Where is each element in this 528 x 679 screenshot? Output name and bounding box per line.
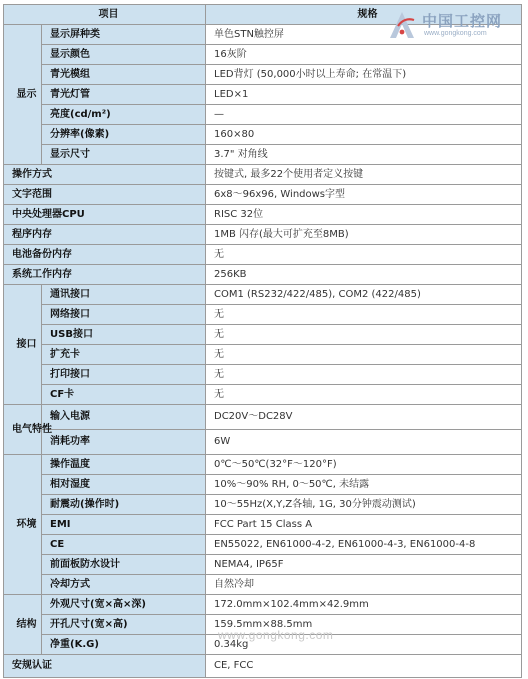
category-interface: 接口 [4,285,42,405]
row-label: 操作温度 [42,455,206,475]
row-label: 分辨率(像素) [42,125,206,145]
row-label: 青光灯管 [42,85,206,105]
row-value: DC20V～DC28V [206,405,522,430]
table-row [4,245,522,265]
table-row [4,365,522,385]
row-value: COM1 (RS232/422/485), COM2 (422/485) [206,285,522,305]
row-label: EMI [42,515,206,535]
row-label: 青光模组 [42,65,206,85]
table-row [4,515,522,535]
table-row [4,655,522,678]
row-label: CE [42,535,206,555]
row-label: 外观尺寸(宽×高×深) [42,595,206,615]
row-value: 6W [206,430,522,455]
row-label: 系统工作内存 [4,265,206,285]
table-row [4,45,522,65]
table-row [4,325,522,345]
row-label: 输入电源 [42,405,206,430]
row-label: 耐震动(操作时) [42,495,206,515]
row-value: 按键式, 最多22个使用者定义按键 [206,165,522,185]
category-display: 显示 [4,25,42,165]
table-row [4,595,522,615]
row-value: — [206,105,522,125]
spec-table [3,4,522,678]
gongkong-logo-icon [388,10,416,40]
table-row [4,385,522,405]
table-row [4,430,522,455]
row-value: LED背灯 (50,000小时以上寿命; 在常温下) [206,65,522,85]
row-label: 文字范围 [4,185,206,205]
site-logo [388,10,528,44]
category-environment: 环境 [4,455,42,595]
row-label: 操作方式 [4,165,206,185]
table-row [4,535,522,555]
table-row [4,555,522,575]
row-label: 程序内存 [4,225,206,245]
table-row [4,85,522,105]
table-row [4,165,522,185]
table-row [4,125,522,145]
row-label: 中央处理器CPU [4,205,206,225]
row-label: 消耗功率 [42,430,206,455]
row-value: 0.34kg [206,635,522,655]
row-label: 冷却方式 [42,575,206,595]
row-value: 16灰阶 [206,45,522,65]
category-electrical: 电气特性 [4,405,42,455]
row-label: 显示颜色 [42,45,206,65]
table-row [4,105,522,125]
row-value: LED×1 [206,85,522,105]
row-label: 打印接口 [42,365,206,385]
row-label: 通讯接口 [42,285,206,305]
row-value: 10%～90% RH, 0～50℃, 未结露 [206,475,522,495]
row-value: 无 [206,325,522,345]
table-row [4,145,522,165]
row-value: 1MB 闪存(最大可扩充至8MB) [206,225,522,245]
row-value: CE, FCC [206,655,522,678]
table-row [4,265,522,285]
table-row [4,205,522,225]
row-value: 6x8～96x96, Windows字型 [206,185,522,205]
row-label: 相对湿度 [42,475,206,495]
row-value: 3.7" 对角线 [206,145,522,165]
table-row [4,405,522,430]
row-value: 无 [206,345,522,365]
row-value: 160×80 [206,125,522,145]
row-label: 显示屏种类 [42,25,206,45]
table-row [4,475,522,495]
row-value: 159.5mm×88.5mm [206,615,522,635]
logo-url: www.gongkong.com [424,30,487,37]
row-label: 网络接口 [42,305,206,325]
row-label: 显示尺寸 [42,145,206,165]
header-spec: 规格 [206,5,522,25]
row-value: 10～55Hz(X,Y,Z各轴, 1G, 30分钟震动测试) [206,495,522,515]
row-label: USB接口 [42,325,206,345]
table-row [4,345,522,365]
table-row [4,305,522,325]
table-row [4,495,522,515]
row-value: 无 [206,305,522,325]
row-label: 电池备份内存 [4,245,206,265]
row-value: 无 [206,365,522,385]
table-row [4,285,522,305]
header-item: 项目 [4,5,206,25]
category-structure: 结构 [4,595,42,655]
row-label: 前面板防水设计 [42,555,206,575]
table-row [4,455,522,475]
row-value: 单色STN触控屏 [206,25,522,45]
row-label: 亮度(cd/m²) [42,105,206,125]
row-value: 256KB [206,265,522,285]
row-label: 扩充卡 [42,345,206,365]
table-row [4,575,522,595]
row-value: 无 [206,385,522,405]
row-value: 无 [206,245,522,265]
logo-name: 中国工控网 [422,12,503,30]
table-row [4,185,522,205]
table-row [4,225,522,245]
table-row [4,65,522,85]
row-label: 开孔尺寸(宽×高) [42,615,206,635]
row-value: 0℃～50℃(32°F～120°F) [206,455,522,475]
row-value: RISC 32位 [206,205,522,225]
row-value: NEMA4, IP65F [206,555,522,575]
row-label: 安规认证 [4,655,206,678]
row-value: 172.0mm×102.4mm×42.9mm [206,595,522,615]
watermark: www.gongkong.com [218,628,334,642]
row-value: EN55022, EN61000-4-2, EN61000-4-3, EN61000-4-8 [206,535,522,555]
row-label: 净重(K.G) [42,635,206,655]
row-value: FCC Part 15 Class A [206,515,522,535]
row-label: CF卡 [42,385,206,405]
row-value: 自然冷却 [206,575,522,595]
